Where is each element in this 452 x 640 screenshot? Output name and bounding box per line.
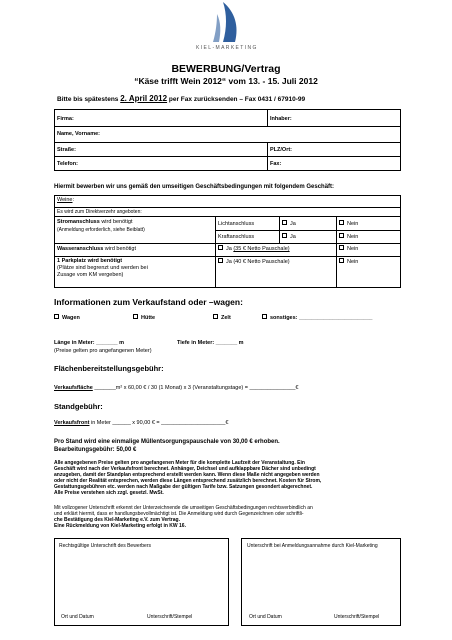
left-sign-label: Unterschrift/Stempel — [147, 614, 193, 620]
checkbox-icon — [339, 233, 344, 238]
terms-line-2: Geschäft wird nach der Verkaufsfront berechnet. Anhänger, Deichsel und aufklappbare Dächer sind unbedingt — [54, 466, 316, 472]
checkbox-icon — [133, 314, 138, 319]
kraft-ja-checkbox[interactable]: Ja — [282, 234, 296, 241]
checkbox-icon — [339, 258, 344, 263]
notice-line-4: Eine Rückmeldung von Kiel-Marketing erfolgt in KW 16. — [54, 523, 186, 529]
kiel-marketing-logo-icon — [205, 0, 255, 50]
checkbox-icon — [218, 258, 223, 263]
checkbox-icon — [339, 220, 344, 225]
applicant-signature-title: Rechtsgültige Unterschrift des Bewerbers — [59, 543, 151, 549]
licht-label: Lichtanschluss — [218, 221, 255, 227]
kraft-nein-checkbox[interactable]: Nein — [339, 234, 358, 241]
parking-note1: (Plätze sind begrenzt und werden bei — [57, 265, 148, 271]
processing-fee: Bearbeitungsgebühr: 50,00 € — [54, 447, 137, 453]
firma-label: Firma: — [57, 116, 74, 122]
terms-line-5: Gestattungsgebühren etc. werden nach Maßgabe der gültigen Tarife bzw. Satzungen gesondert abgerechnet. — [54, 484, 313, 490]
option-sonstiges[interactable]: sonstiges: ________________________ — [262, 315, 372, 322]
kraft-label: Kraftanschluss — [218, 234, 255, 240]
name-label: Name, Vorname: — [57, 131, 100, 137]
checkbox-icon — [218, 245, 223, 250]
notice-line-3: che Bestätigung des Kiel-Marketing e.V. zum Vertrag. — [54, 517, 180, 523]
parking-label: 1 Parkplatz wird benötigt — [57, 258, 123, 264]
wasser-label: Wasseranschluss wird benötigt — [57, 246, 136, 252]
option-huette[interactable]: Hütte — [133, 315, 155, 322]
km-signature-box[interactable] — [241, 538, 401, 626]
checkbox-icon — [282, 233, 287, 238]
price-note: (Preise gelten pro angefangenen Meter) — [54, 348, 152, 354]
notice-line-2: und erklärt hiermit, dass er handlungsbevollmächtigt ist. Die Anmeldung wird durch Gegenzeichnen oder schriftli- — [54, 511, 304, 517]
terms-line-6: Alle Preise verstehen sich zzgl. gesetzl. MwSt. — [54, 490, 164, 496]
right-date-label: Ort und Datum — [249, 614, 282, 620]
inhaber-label: Inhaber: — [270, 116, 292, 122]
laenge-field[interactable]: Länge in Meter: _______ m — [54, 340, 125, 346]
deadline-line: Bitte bis spätestens 2. April 2012 per Fax zurücksenden – Fax 0431 / 67910-99 — [57, 94, 306, 103]
checkbox-icon — [54, 314, 59, 319]
event-subtitle: “Käse trifft Wein 2012“ vom 13. - 15. Juli 2012 — [134, 76, 318, 86]
contact-form — [54, 109, 401, 171]
checkbox-icon — [262, 314, 267, 319]
parking-nein-checkbox[interactable]: Nein — [339, 259, 358, 266]
strom-label: Stromanschluss wird benötigt — [57, 219, 133, 225]
plz-label: PLZ/Ort: — [270, 147, 292, 153]
weine-note: Es wird zum Direktverzehr angeboten: — [57, 209, 142, 215]
fee-heading: Flächenbereitstellungsgebühr: — [54, 364, 164, 373]
right-sign-label: Unterschrift/Stempel — [334, 614, 380, 620]
licht-ja-checkbox[interactable]: Ja — [282, 221, 296, 228]
option-wagen[interactable]: Wagen — [54, 315, 80, 322]
front-fee-line: Verkaufsfront in Meter ______ x 90,00 € = _____________________€ — [54, 420, 229, 426]
parking-ja-checkbox[interactable]: Ja (40 € Netto Pauschale) — [218, 259, 290, 266]
wasser-ja-checkbox[interactable]: Ja (35 € Netto Pauschale) — [218, 246, 290, 253]
deadline-date: 2. April 2012 — [120, 94, 168, 103]
strasse-label: Straße: — [57, 147, 76, 153]
application-intro: Hiermit bewerben wir uns gemäß den umseitigen Geschäftsbedingungen mit folgendem Geschäft: — [54, 184, 335, 190]
terms-line-3: anzugeben, damit der Standplan entsprechend erstellt werden kann. Wenn diese Maße nicht angegeben werden — [54, 472, 320, 478]
notice-line-1: Mit vollzogener Unterschrift erkennt der Unterzeichnende die umseitigen Geschäftsbedingungen rechtsverbindlich an — [54, 505, 313, 511]
logo-brand-text: KIEL-MARKETING — [196, 45, 258, 51]
waste-fee: Pro Stand wird eine einmalige Müllentsorgungspauschale von 30,00 € erhoben. — [54, 439, 280, 445]
fax-label: Fax: — [270, 161, 282, 167]
licht-nein-checkbox[interactable]: Nein — [339, 221, 358, 228]
page-title: BEWERBUNG/Vertrag — [171, 63, 281, 75]
terms-line-1: Alle angegebenen Preise gelten pro angefangenen Meter für die komplette Laufzeit der Veranstaltung. Ein — [54, 460, 305, 466]
wasser-nein-checkbox[interactable]: Nein — [339, 246, 358, 253]
applicant-signature-box[interactable] — [54, 538, 229, 626]
stand-info-heading: Informationen zum Verkaufstand oder –wagen: — [54, 297, 243, 307]
checkbox-icon — [339, 245, 344, 250]
strom-note: (Anmeldung erforderlich, siehe Beiblatt) — [57, 227, 145, 233]
terms-line-4: oder nicht der Realität entsprechen, werden diese Längen entsprechend zusätzlich berechnet. Kosten für Strom, — [54, 478, 322, 484]
km-signature-title: Unterschrift bei Anmeldungsannahme durch Kiel-Marketing — [247, 543, 378, 549]
option-zelt[interactable]: Zelt — [213, 315, 231, 322]
stand-fee-heading: Standgebühr: — [54, 402, 103, 411]
checkbox-icon — [282, 220, 287, 225]
telefon-label: Telefon: — [57, 161, 78, 167]
weine-label: Weine: — [57, 197, 75, 203]
parking-note2: Zusage vom KM vergeben) — [57, 272, 124, 278]
tiefe-field[interactable]: Tiefe in Meter: _______ m — [177, 340, 244, 346]
area-fee-line: Verkaufsfläche _______m² x 60,00 € / 30 (1 Monat) x 3 (Veranstaltungstage) = _______________€ — [54, 385, 299, 391]
checkbox-icon — [213, 314, 218, 319]
left-date-label: Ort und Datum — [61, 614, 94, 620]
